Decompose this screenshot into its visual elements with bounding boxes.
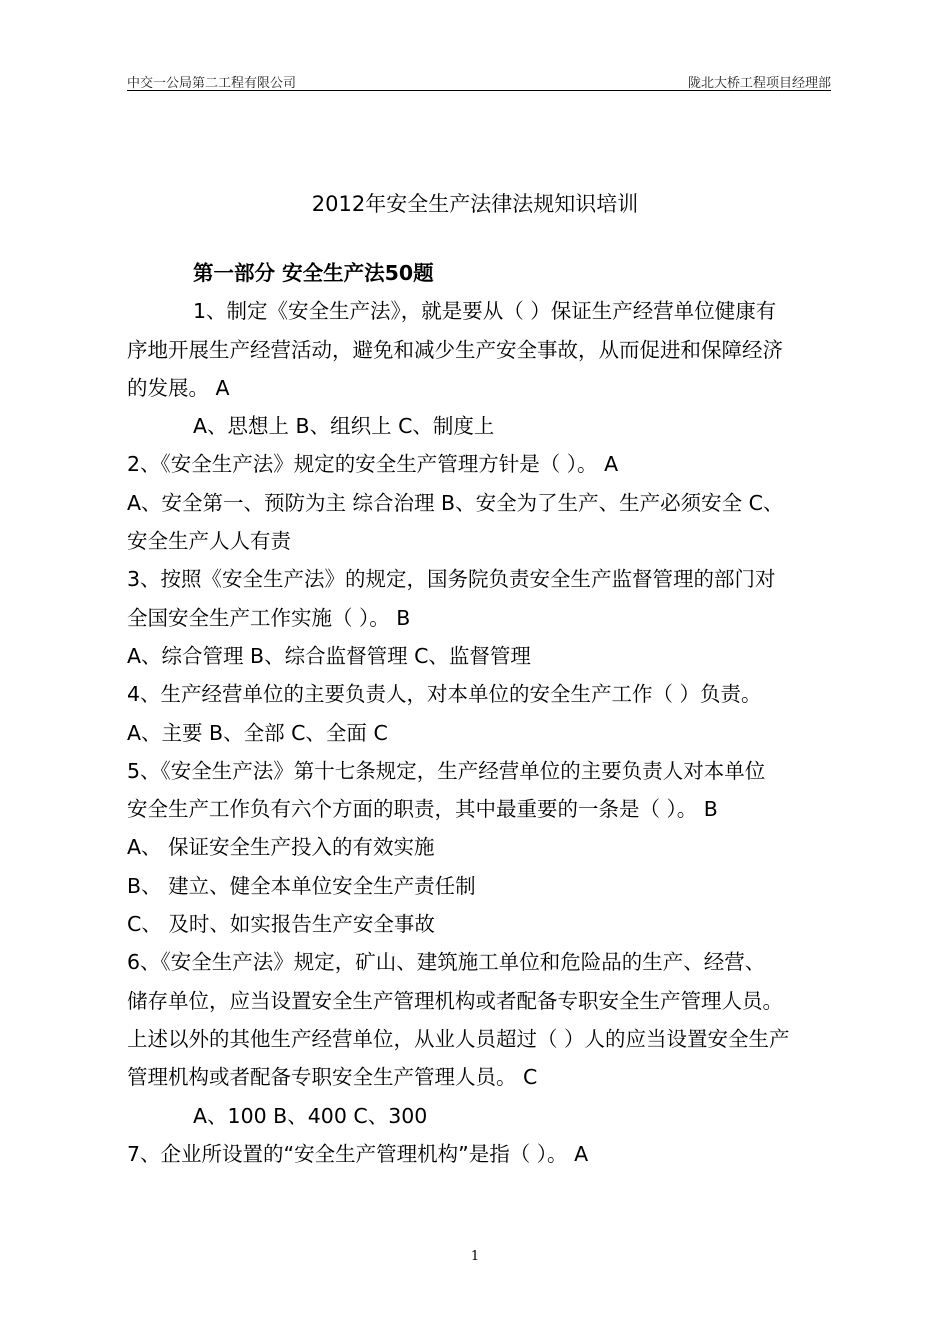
- text-line: 3、按照《安全生产法》的规定，国务院负责安全生产监督管理的部门对: [127, 567, 776, 592]
- text-line: 上述以外的其他生产经营单位，从业人员超过（ ）人的应当设置安全生产: [127, 1026, 790, 1051]
- text-line: A、综合管理 B、综合监督管理 C、监督管理: [127, 643, 531, 668]
- text-line: 安全生产人人有责: [127, 529, 291, 554]
- text-line: 5、《安全生产法》第十七条规定，生产经营单位的主要负责人对本单位: [127, 758, 766, 783]
- page-number: 1: [470, 1249, 480, 1264]
- text-line: 序地开展生产经营活动，避免和减少生产安全事故，从而促进和保障经济: [127, 337, 783, 362]
- text-line: A、安全第一、预防为主 综合治理 B、安全为了生产、生产必须安全 C、: [127, 490, 784, 515]
- text-line: 安全生产工作负有六个方面的职责，其中最重要的一条是（ ）。 B: [127, 797, 718, 822]
- section-heading: 第一部分 安全生产法50题: [193, 261, 434, 285]
- text-line: C、 及时、如实报告生产安全事故: [127, 912, 435, 937]
- header-department: 陇北大桥工程项目经理部: [687, 76, 831, 91]
- text-line: 的发展。 A: [127, 375, 230, 400]
- text-line: 6、《安全生产法》规定，矿山、建筑施工单位和危险品的生产、经营、: [127, 950, 766, 975]
- document-title: 2012年安全生产法律法规知识培训: [311, 192, 639, 216]
- text-line: A、 保证安全生产投入的有效实施: [127, 835, 435, 860]
- text-line: 全国安全生产工作实施（ ）。 B: [127, 605, 411, 630]
- text-line: 1、制定《安全生产法》，就是要从（ ）保证生产经营单位健康有: [193, 299, 777, 324]
- page-header: [127, 70, 831, 91]
- text-line: B、 建立、健全本单位安全生产责任制: [127, 873, 476, 898]
- header-company: 中交一公局第二工程有限公司: [127, 76, 297, 91]
- text-line: A、主要 B、全部 C、全面 C: [127, 720, 388, 745]
- text-line: 储存单位，应当设置安全生产管理机构或者配备专职安全生产管理人员。: [127, 988, 783, 1013]
- text-line: 2、《安全生产法》规定的安全生产管理方针是（ ）。 A: [127, 452, 619, 477]
- text-line: A、100 B、400 C、300: [193, 1103, 428, 1128]
- text-line: 7、企业所设置的“安全生产管理机构”是指（ ）。 A: [127, 1141, 589, 1166]
- text-line: 管理机构或者配备专职安全生产管理人员。 C: [127, 1065, 538, 1090]
- text-line: 4、生产经营单位的主要负责人，对本单位的安全生产工作（ ）负责。: [127, 682, 762, 707]
- document-body: [127, 258, 833, 1177]
- text-line: A、思想上 B、组织上 C、制度上: [193, 414, 495, 439]
